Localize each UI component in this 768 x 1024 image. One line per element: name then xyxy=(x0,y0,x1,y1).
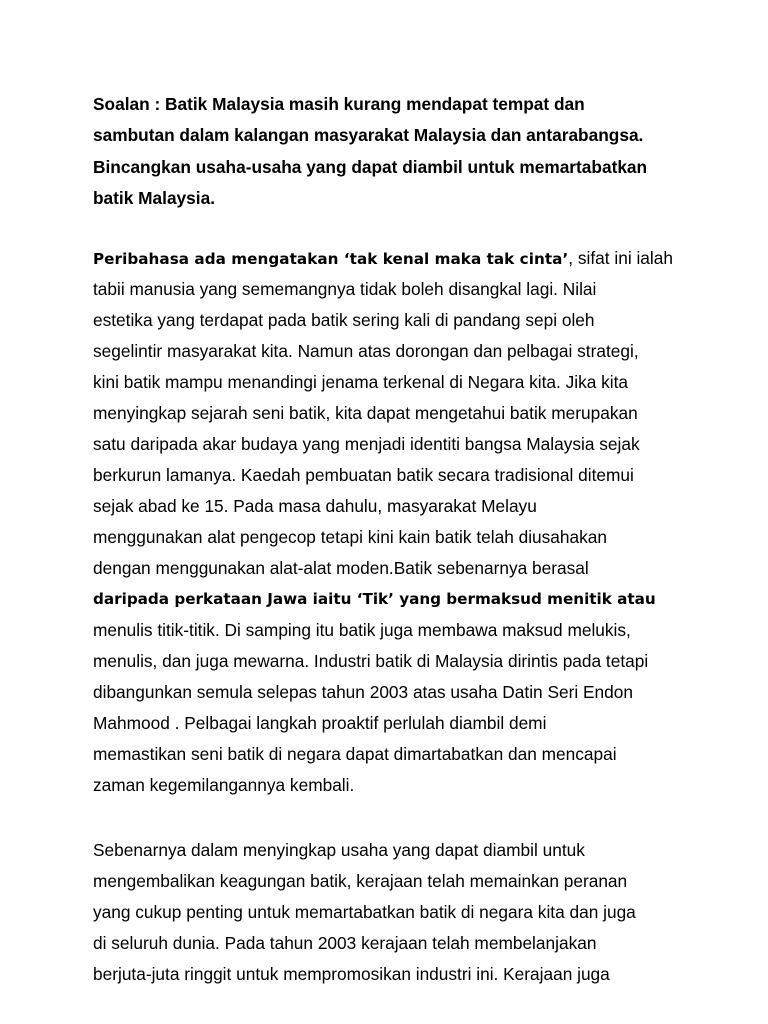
essay-question xyxy=(93,89,693,214)
paragraph-line: Mahmood . Pelbagai langkah proaktif perlulah diambil demi xyxy=(93,713,547,733)
paragraph-line: mengembalikan keagungan batik, kerajaan telah memainkan peranan xyxy=(93,871,628,891)
paragraph-line: segelintir masyarakat kita. Namun atas dorongan dan pelbagai strategi, xyxy=(93,341,639,361)
paragraph-line xyxy=(93,243,693,274)
paragraph-line: estetika yang terdapat pada batik sering kali di pandang sepi oleh xyxy=(93,310,595,330)
paragraph-line: berkurun lamanya. Kaedah pembuatan batik secara tradisional ditemui xyxy=(93,465,634,485)
paragraph-line: yang cukup penting untuk memartabatkan batik di negara kita dan juga xyxy=(93,902,636,922)
paragraph-line: satu daripada akar budaya yang menjadi identiti bangsa Malaysia sejak xyxy=(93,434,640,454)
paragraph-line: zaman kegemilangannya kembali. xyxy=(93,775,355,795)
question-line: Soalan : Batik Malaysia masih kurang mendapat tempat dan xyxy=(93,94,585,114)
proverb-text: Peribahasa ada mengatakan ‘tak kenal maka tak cinta’ xyxy=(93,250,569,268)
paragraph-line: menulis titik-titik. Di samping itu batik juga membawa maksud melukis, xyxy=(93,620,631,640)
paragraph-line: sejak abad ke 15. Pada masa dahulu, masyarakat Melayu xyxy=(93,496,537,516)
paragraph-line: menulis, dan juga mewarna. Industri batik di Malaysia dirintis pada tetapi xyxy=(93,651,649,671)
question-line: sambutan dalam kalangan masyarakat Malaysia dan antarabangsa. xyxy=(93,125,644,146)
paragraph-line: di seluruh dunia. Pada tahun 2003 kerajaan telah membelanjakan xyxy=(93,933,597,953)
paragraph-line: memastikan seni batik di negara dapat dimartabatkan dan mencapai xyxy=(93,744,617,764)
paragraph-line-bold: daripada perkataan Jawa iaitu ‘Tik’ yang bermaksud menitik atau xyxy=(93,590,656,608)
paragraph-line: Sebenarnya dalam menyingkap usaha yang dapat diambil untuk xyxy=(93,840,585,860)
paragraph-line: dibangunkan semula selepas tahun 2003 atas usaha Datin Seri Endon xyxy=(93,682,633,702)
paragraph-body xyxy=(93,835,693,990)
paragraph-line: menggunakan alat pengecop tetapi kini kain batik telah diusahakan xyxy=(93,527,608,547)
question-line: Bincangkan usaha-usaha yang dapat diambil untuk memartabatkan xyxy=(93,156,648,177)
paragraph-introduction xyxy=(93,243,693,801)
paragraph-line: dengan menggunakan alat-alat moden.Batik sebenarnya berasal xyxy=(93,558,589,578)
paragraph-line: kini batik mampu menandingi jenama terkenal di Negara kita. Jika kita xyxy=(93,372,629,392)
paragraph-line: berjuta-juta ringgit untuk mempromosikan industri ini. Kerajaan juga xyxy=(93,964,610,984)
paragraph-line: menyingkap sejarah seni batik, kita dapat mengetahui batik merupakan xyxy=(93,403,638,423)
question-line: batik Malaysia. xyxy=(93,187,215,208)
paragraph-text: , sifat ini ialah xyxy=(568,248,673,268)
paragraph-line: tabii manusia yang sememangnya tidak boleh disangkal lagi. Nilai xyxy=(93,279,597,299)
